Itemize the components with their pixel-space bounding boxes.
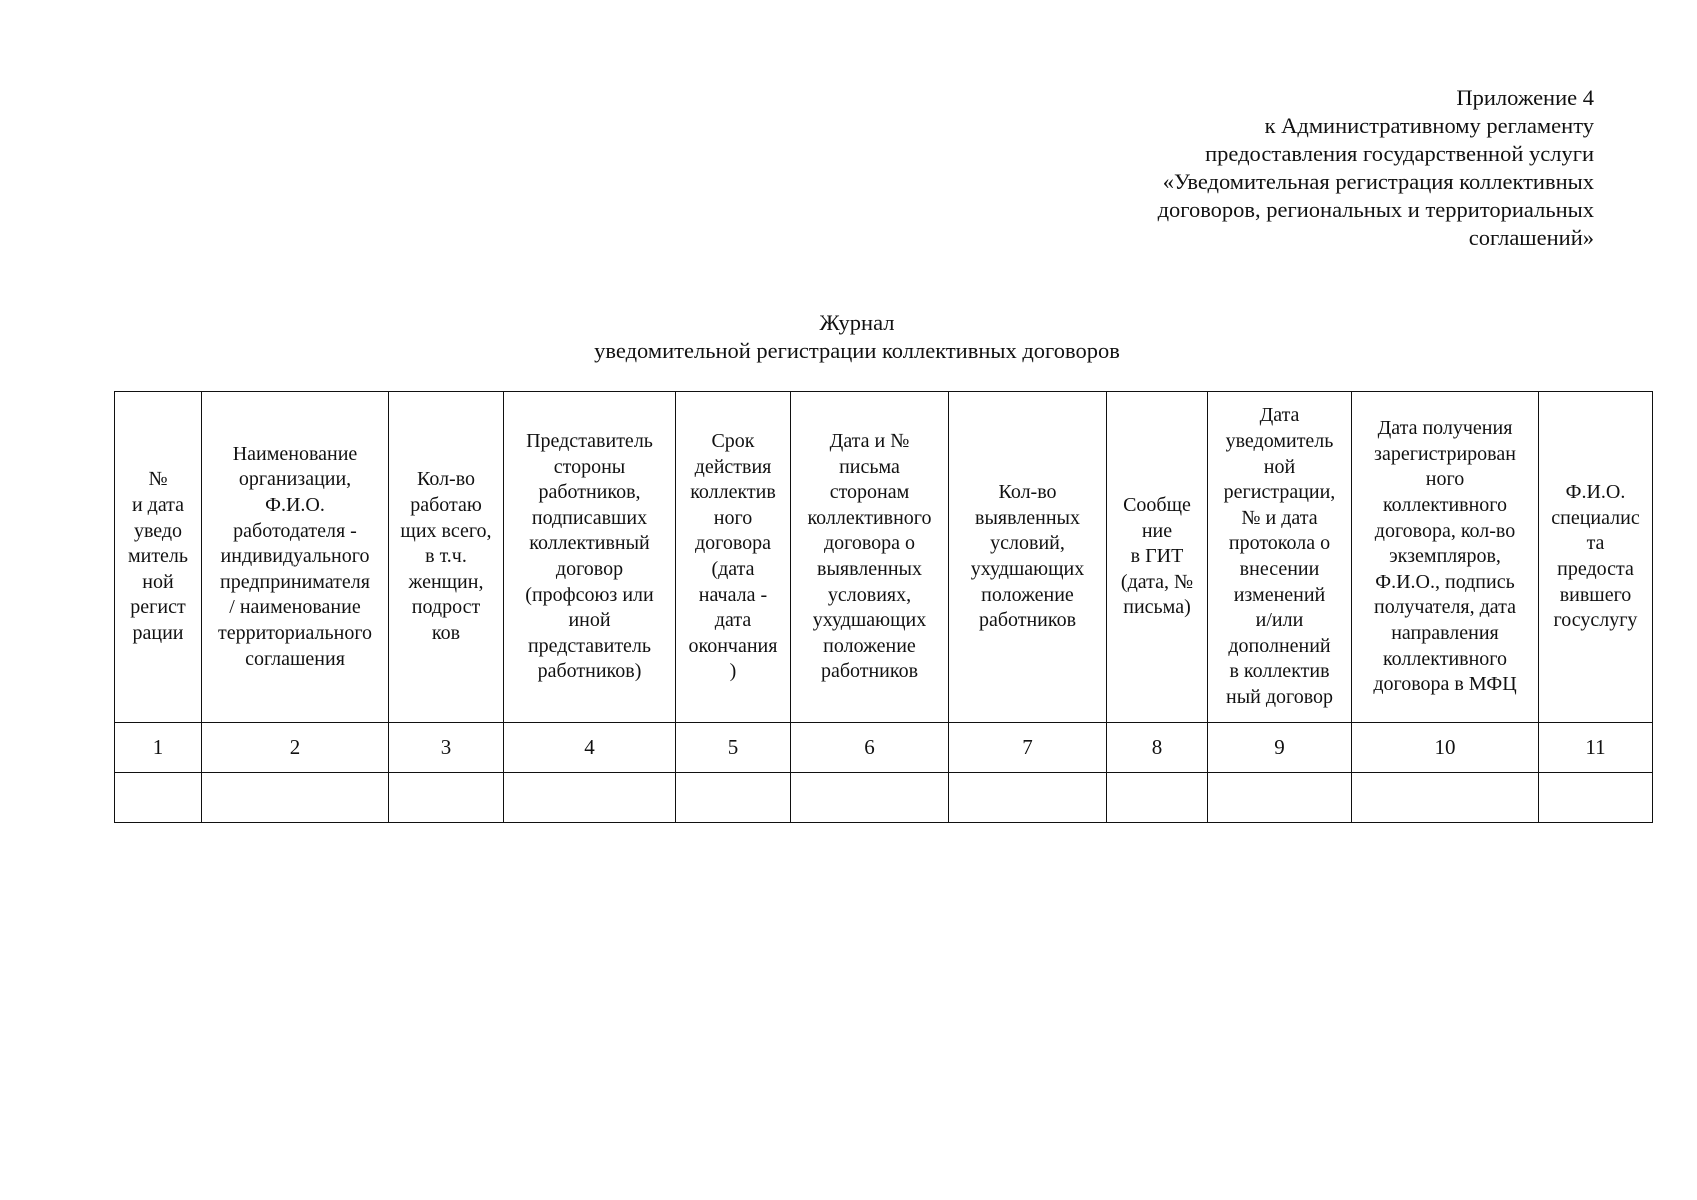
appendix-line: соглашений» xyxy=(1468,225,1594,250)
journal-subtitle: уведомительной регистрации коллективных договоров xyxy=(594,338,1120,363)
column-number-cell: 8 xyxy=(1107,723,1208,773)
column-number-cell: 9 xyxy=(1208,723,1352,773)
header-cell: Наименование организации, Ф.И.О. работодателя - индивидуального предпринимателя / наименование территориального соглашения xyxy=(202,392,389,723)
appendix-line: предоставления государственной услуги xyxy=(1205,141,1594,166)
empty-cell xyxy=(1208,773,1352,823)
empty-cell xyxy=(791,773,949,823)
column-number-cell: 5 xyxy=(676,723,791,773)
empty-cell xyxy=(1107,773,1208,823)
table-header-row xyxy=(115,392,1653,723)
appendix-line: договоров, региональных и территориальных xyxy=(1157,197,1594,222)
header-cell: Дата и № письма сторонам коллективного договора о выявленных условиях, ухудшающих положение работников xyxy=(791,392,949,723)
empty-cell xyxy=(949,773,1107,823)
column-number-cell: 11 xyxy=(1539,723,1653,773)
header-cell: Сообще ние в ГИТ (дата, № письма) xyxy=(1107,392,1208,723)
header-cell: Кол-во выявленных условий, ухудшающих положение работников xyxy=(949,392,1107,723)
empty-cell xyxy=(676,773,791,823)
header-cell: Ф.И.О. специалис та предоста вившего госуслугу xyxy=(1539,392,1653,723)
empty-cell xyxy=(115,773,202,823)
header-cell: Срок действия коллектив ного договора (дата начала - дата окончания ) xyxy=(676,392,791,723)
empty-cell xyxy=(1352,773,1539,823)
journal-title: Журнал xyxy=(819,310,895,335)
column-number-row xyxy=(115,723,1653,773)
column-number-cell: 1 xyxy=(115,723,202,773)
column-number-cell: 10 xyxy=(1352,723,1539,773)
empty-cell xyxy=(1539,773,1653,823)
empty-entry-row xyxy=(115,773,1653,823)
registration-journal-table xyxy=(114,391,1653,823)
column-number-cell: 6 xyxy=(791,723,949,773)
column-number-cell: 4 xyxy=(504,723,676,773)
journal-heading xyxy=(0,309,1697,365)
header-cell: Дата получения зарегистрирован ного коллективного договора, кол-во экземпляров, Ф.И.О., подпись получателя, дата направления коллективного договора в МФЦ xyxy=(1352,392,1539,723)
appendix-line: «Уведомительная регистрация коллективных xyxy=(1162,169,1594,194)
empty-cell xyxy=(504,773,676,823)
appendix-line: Приложение 4 xyxy=(1456,85,1594,110)
empty-cell xyxy=(389,773,504,823)
column-number-cell: 2 xyxy=(202,723,389,773)
header-cell: Кол-во работаю щих всего, в т.ч. женщин, подрост ков xyxy=(389,392,504,723)
header-cell: Представитель стороны работников, подписавших коллективный договор (профсоюз или иной представитель работников) xyxy=(504,392,676,723)
appendix-line: к Административному регламенту xyxy=(1264,113,1594,138)
appendix-block xyxy=(974,84,1594,252)
column-number-cell: 7 xyxy=(949,723,1107,773)
empty-cell xyxy=(202,773,389,823)
header-cell: Дата уведомитель ной регистрации, № и дата протокола о внесении изменений и/или дополнений в коллектив ный договор xyxy=(1208,392,1352,723)
column-number-cell: 3 xyxy=(389,723,504,773)
header-cell: № и дата уведо митель ной регист рации xyxy=(115,392,202,723)
